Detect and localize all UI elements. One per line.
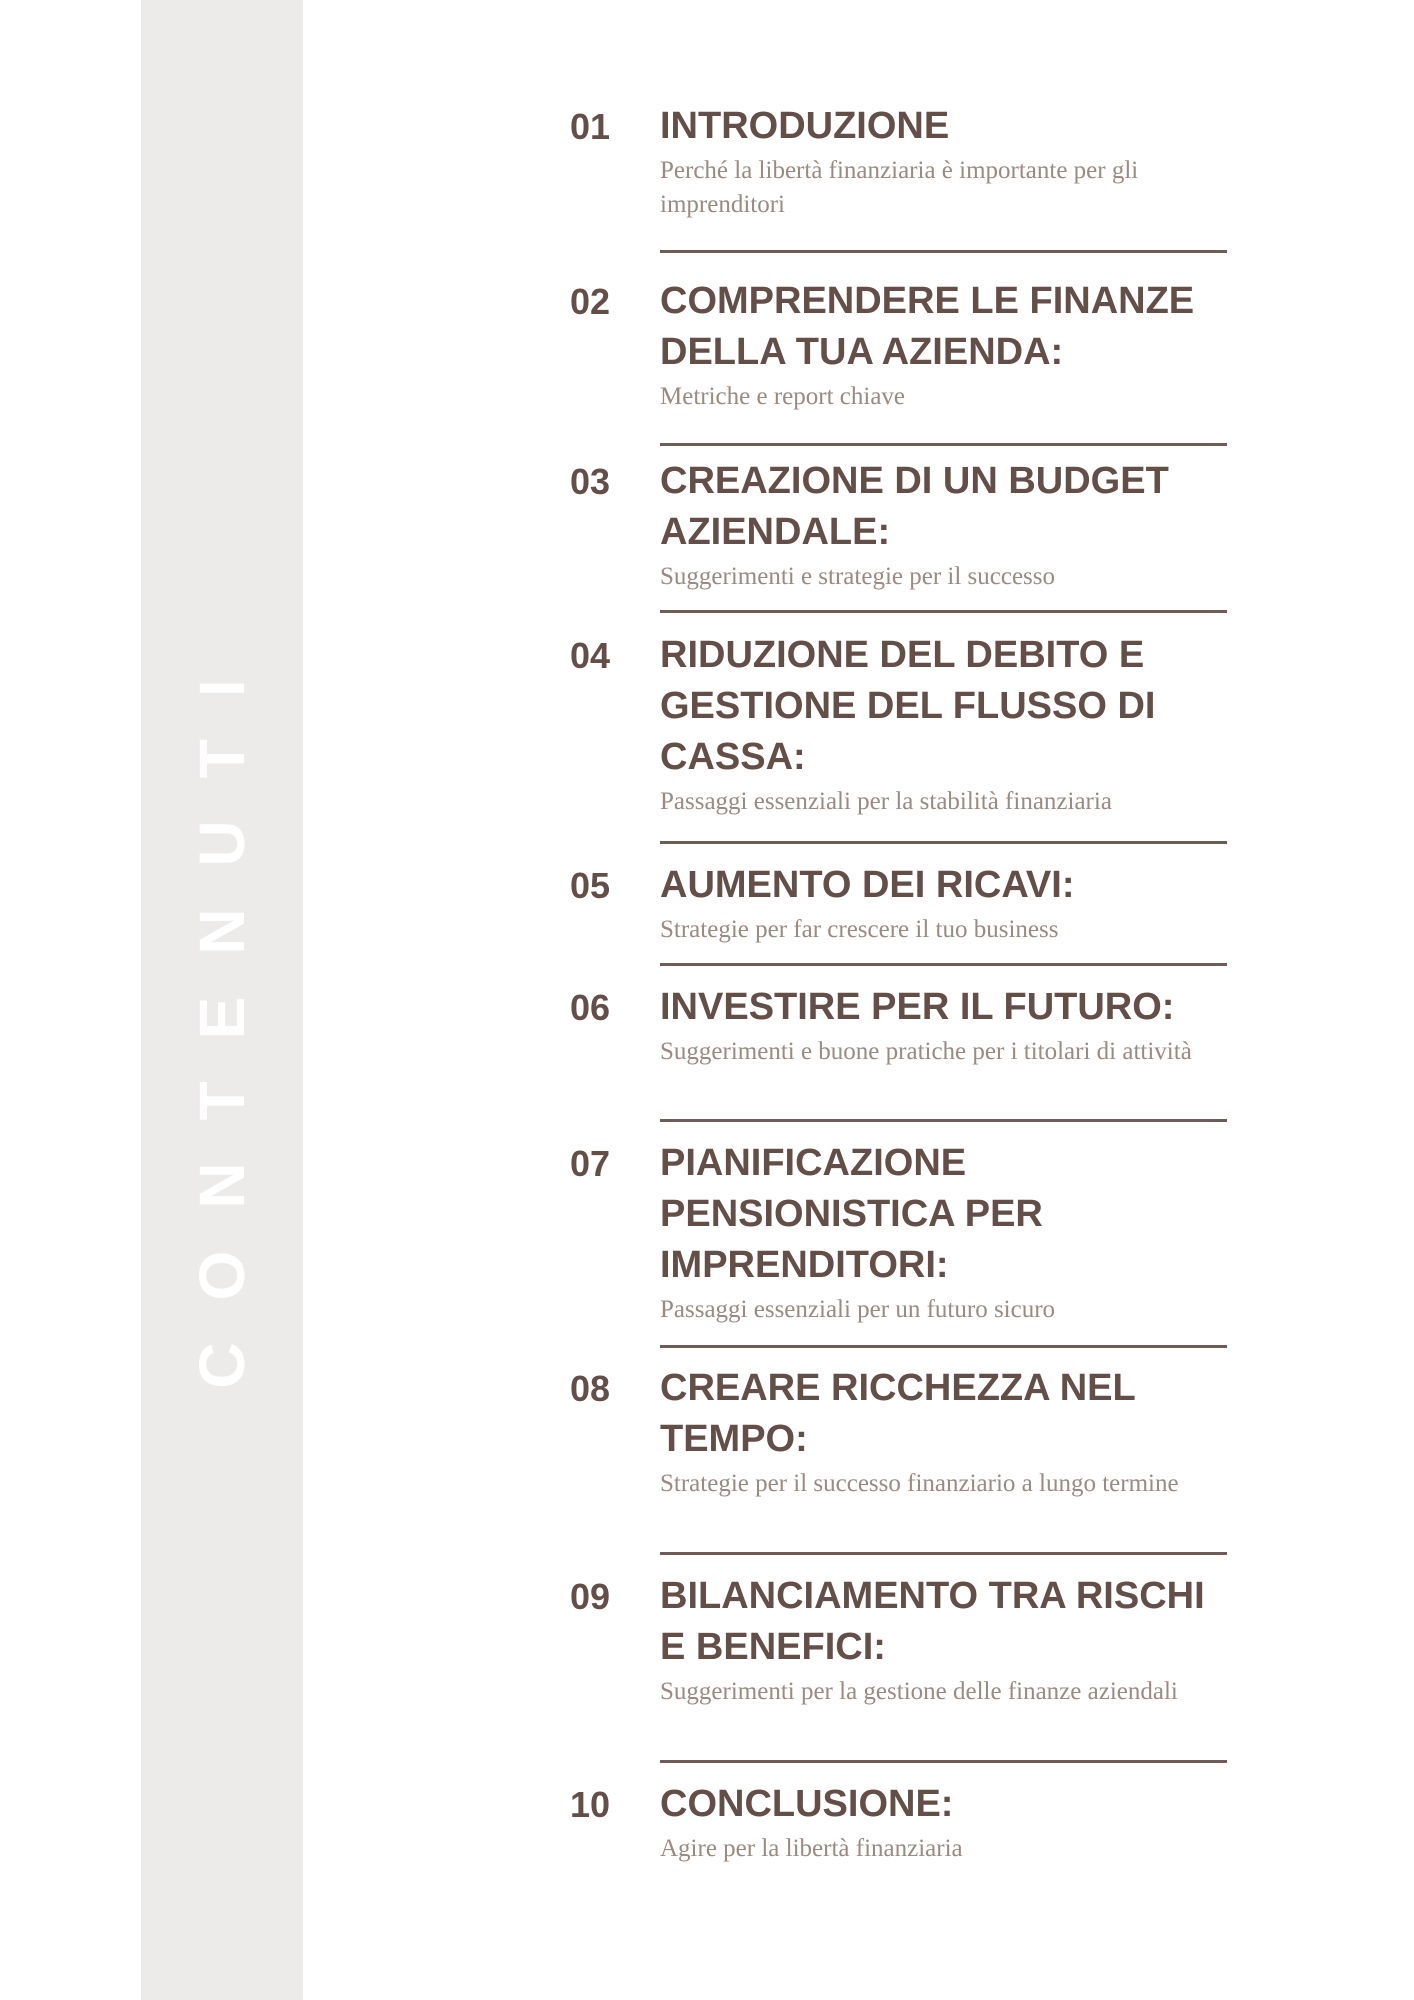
toc-title: CONCLUSIONE: — [660, 1783, 954, 1825]
toc-subtitle: Passaggi essenziali per la stabilità finanziaria — [660, 788, 1112, 815]
toc-title: CREARE RICCHEZZA NEL TEMPO: — [660, 1367, 1136, 1460]
toc-title: RIDUZIONE DEL DEBITO E GESTIONE DEL FLUSSO DI CASSA: — [660, 634, 1156, 778]
toc-title: COMPRENDERE LE FINANZE DELLA TUA AZIENDA: — [660, 280, 1195, 373]
contents-vertical-label: CONTENUTI — [186, 637, 258, 1389]
toc-number: 09 — [569, 1576, 611, 1617]
toc-number: 04 — [569, 635, 611, 676]
toc-number: 08 — [569, 1368, 611, 1409]
toc-subtitle: Suggerimenti e strategie per il successo — [660, 563, 1056, 590]
toc-number: 02 — [569, 281, 611, 322]
toc-divider — [660, 841, 1227, 844]
toc-subtitle: Perché la libertà finanziaria è importante per gli imprenditori — [660, 157, 1139, 218]
toc-divider — [660, 610, 1227, 613]
toc-divider — [660, 250, 1227, 253]
toc-number: 06 — [569, 987, 611, 1028]
toc-title: AUMENTO DEI RICAVI: — [660, 864, 1075, 906]
toc-subtitle: Metriche e report chiave — [660, 383, 906, 410]
toc-divider — [660, 443, 1227, 446]
toc-title: INTRODUZIONE — [660, 105, 950, 147]
toc-subtitle: Suggerimenti per la gestione delle finanze aziendali — [660, 1678, 1178, 1705]
toc-divider — [660, 1119, 1227, 1122]
toc-title: CREAZIONE DI UN BUDGET AZIENDALE: — [660, 460, 1169, 553]
toc-subtitle: Strategie per il successo finanziario a lungo termine — [660, 1470, 1179, 1497]
toc-number: 01 — [569, 106, 611, 147]
toc-number: 05 — [569, 865, 611, 906]
toc-subtitle: Agire per la libertà finanziaria — [660, 1835, 963, 1862]
toc-title: PIANIFICAZIONE PENSIONISTICA PER IMPRENDITORI: — [660, 1142, 1043, 1286]
toc-title: BILANCIAMENTO TRA RISCHI E BENEFICI: — [660, 1575, 1205, 1668]
toc-number: 03 — [569, 461, 611, 502]
toc-subtitle: Suggerimenti e buone pratiche per i titolari di attività — [660, 1038, 1192, 1065]
toc-number: 07 — [569, 1143, 611, 1184]
toc-title: INVESTIRE PER IL FUTURO: — [660, 986, 1175, 1028]
toc-divider — [660, 1345, 1227, 1348]
toc-divider — [660, 1552, 1227, 1555]
toc-divider — [660, 963, 1227, 966]
toc-subtitle: Strategie per far crescere il tuo business — [660, 916, 1059, 943]
toc-divider — [660, 1760, 1227, 1763]
toc-subtitle: Passaggi essenziali per un futuro sicuro — [660, 1296, 1056, 1323]
toc-number: 10 — [569, 1784, 611, 1825]
